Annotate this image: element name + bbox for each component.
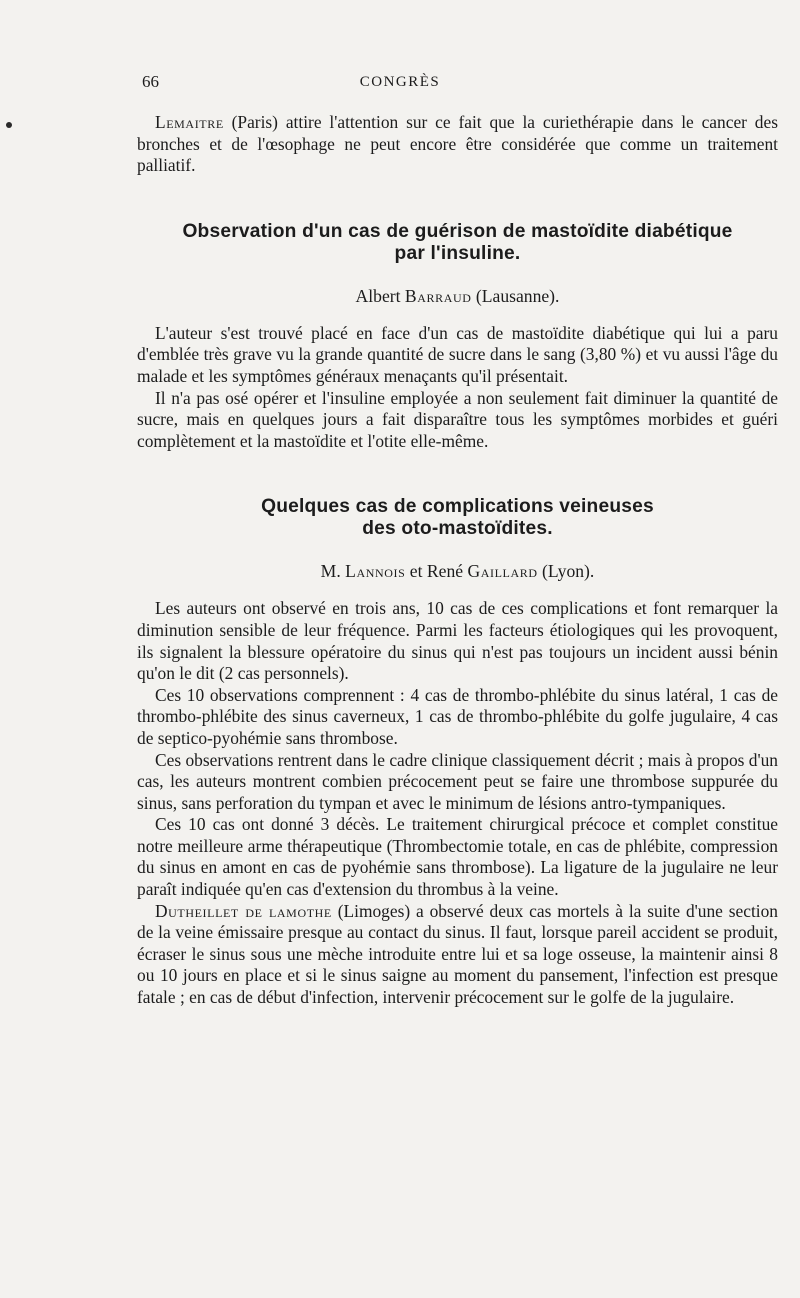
page-number: 66	[142, 72, 159, 91]
article2-paragraph: Ces 10 cas ont donné 3 décès. Le traitement chirurgical précoce et complet constitue notre meilleure arme thérapeutique (Thrombectomie totale, en cas de phlébite, compression du sinus en amont en cas de pyohémie sans thrombose). La ligature de la jugulaire ne leur paraît indiquée qu'en cas d'extension du thrombus à la veine.	[137, 814, 778, 900]
article2-author1: Lannois	[345, 561, 406, 582]
intro-text: (Paris) attire l'attention sur ce fait que la curiethérapie dans le cancer des bronches et de l'œsophage ne peut encore être considérée que comme un traitement palliatif.	[137, 112, 778, 176]
article1-author-last: Barraud	[404, 285, 472, 306]
article1-paragraph: Il n'a pas osé opérer et l'insuline employée a non seulement fait diminuer la quantité de sucre, mais en quelques jours a fait disparaître tous les symptômes morbides et guéri complètement et la mastoïdite et l'otite elle-même.	[137, 387, 778, 451]
article1-author-place: (Lausanne).	[471, 285, 560, 306]
article2-paragraph: Ces 10 observations comprennent : 4 cas de thrombo-phlébite du sinus latéral, 1 cas de thrombo-phlébite des sinus caverneux, 1 cas de thrombo-phlébite du golfe jugulaire, 4 cas de septico-pyohémie sans thrombose.	[137, 684, 778, 748]
intro-paragraph	[137, 112, 778, 177]
article2-title-line2: des oto-mastoïdites.	[362, 518, 553, 540]
article2-paragraph: Les auteurs ont observé en trois ans, 10 cas de ces complications et font remarquer la diminution sensible de leur fréquence. Parmi les facteurs étiologiques qui les provoquent, ils signalent la blessure opératoire du sinus qui n'est pas toujours un incident aussi bénin qu'on le dit (2 cas personnels).	[137, 598, 778, 684]
article1-byline	[137, 285, 778, 307]
article2-author-mid: et René	[405, 561, 468, 582]
article2-paragraph: Ces observations rentrent dans le cadre clinique classiquement décrit ; mais à propos d'un cas, les auteurs montrent combien précocement peut se faire une thrombose suppurée du sinus, sans perforation du tympan et avec le minimum de lésions antro-tympaniques.	[137, 749, 778, 813]
article2-last-paragraph	[137, 901, 778, 1009]
article1-title	[137, 221, 778, 265]
intro-author: Lemaitre	[155, 112, 224, 132]
margin-dot	[6, 122, 12, 128]
running-head: CONGRÈS	[359, 74, 441, 90]
article2-title	[137, 496, 778, 540]
article2-last-place: (Limoges)	[331, 900, 411, 921]
article2-author-place: (Lyon).	[537, 561, 595, 582]
article2-author-prefix: M.	[320, 561, 346, 582]
article2-last-author: Dutheillet de lamothe	[155, 900, 332, 921]
article2-byline	[137, 560, 778, 582]
article1-author-first: Albert	[355, 285, 405, 306]
page-content	[137, 112, 778, 1009]
article2-author2: Gaillard	[467, 561, 538, 582]
article1-paragraph: L'auteur s'est trouvé placé en face d'un cas de mastoïdite diabétique qui lui a paru d'emblée très grave vu la grande quantité de sucre dans le sang (3,80 %) et vu aussi l'âge du malade et les symptômes généraux menaçants qu'il présentait.	[137, 322, 778, 386]
article2-title-line1: Quelques cas de complications veineuses	[261, 496, 654, 518]
article2-last-text: a observé deux cas mortels à la suite d'une section de la veine émissaire presque au contact du sinus. Il faut, lorsque pareil accident se produit, écraser le sinus sous une mèche introduite entre lui et sa loge osseuse, la maintenir ainsi 8 ou 10 jours en place et si le sinus saigne au moment du pansement, l'infection est presque fatale ; en cas de début d'infection, intervenir précocement sur le golfe de la jugulaire.	[137, 900, 779, 1008]
article1-title-line1: Observation d'un cas de guérison de mastoïdite diabétique	[182, 220, 733, 242]
article1-title-line2: par l'insuline.	[394, 242, 521, 264]
